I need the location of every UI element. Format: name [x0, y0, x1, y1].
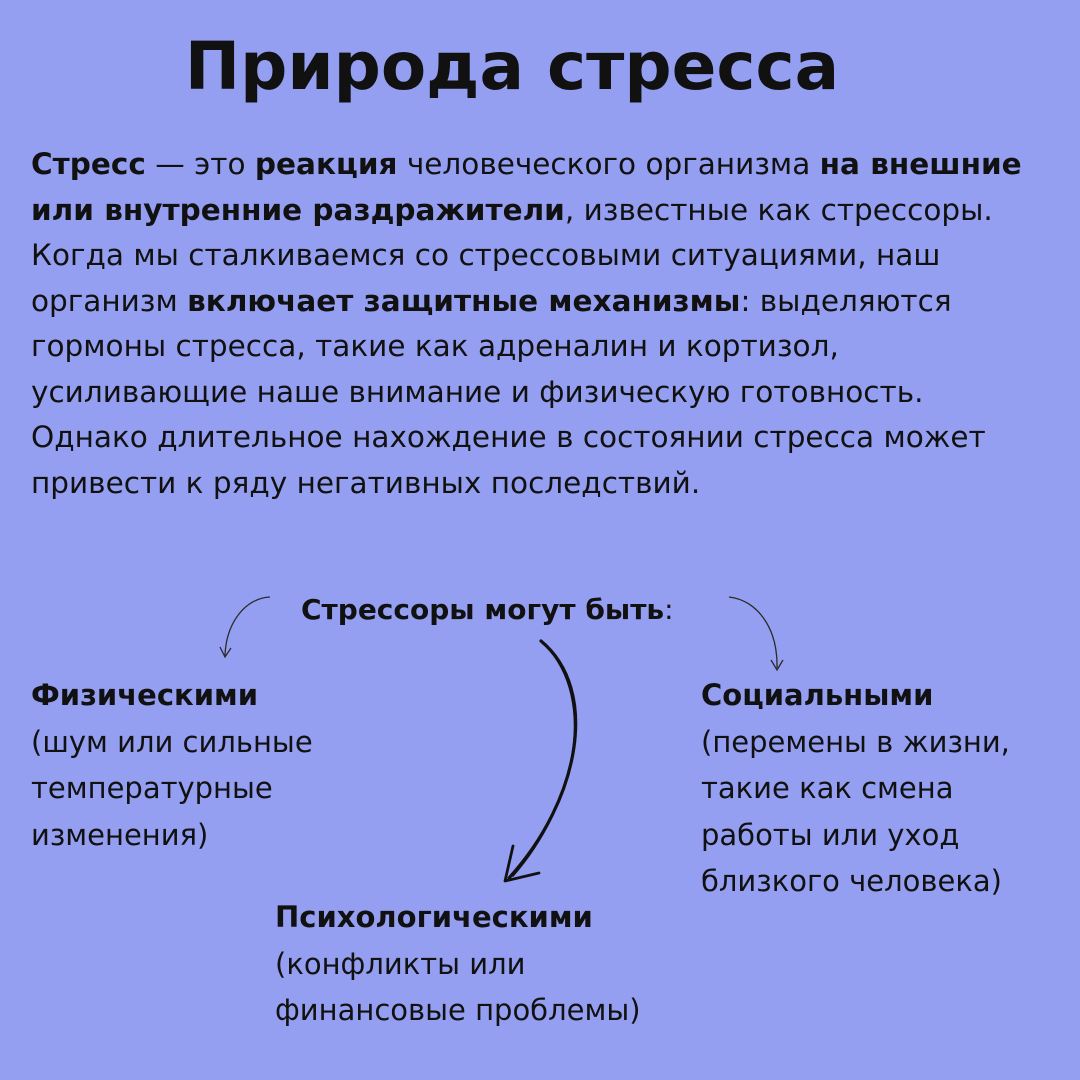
stressor-physical-title: Физическими: [31, 678, 259, 712]
arrow-right-icon: [729, 597, 783, 670]
text-fragment: — это: [145, 147, 255, 181]
intro-consequences: Однако длительное нахождение в состоянии стресса может привести к ряду негативных последствий.: [31, 420, 986, 500]
stressor-physical: [31, 672, 321, 858]
term-defense-mechanisms: включает защитные механизмы: [187, 283, 741, 318]
term-stress: Стресс: [31, 147, 146, 181]
stressor-social-text: (перемены в жизни, такие как смена работы или уход близкого человека): [701, 724, 1010, 898]
stressor-psychological-title: Психологическими: [275, 900, 593, 934]
term-reaction: реакция: [254, 147, 398, 181]
stressor-psychological: [275, 894, 695, 1034]
stressor-psychological-text: (конфликты или финансовые проблемы): [275, 946, 641, 1027]
term-stimuli: на внешние или внутренние раздражители: [31, 147, 1022, 227]
text-fragment: , известные как стрессоры.: [564, 192, 993, 227]
page-title: Природа стресса: [184, 28, 840, 105]
text-fragment: : выделяются гормоны стресса, такие как адреналин и кортизол, усиливающие наше внимание и физическую готовность.: [31, 283, 952, 409]
text-fragment: человеческого организма: [397, 147, 820, 181]
stressors-heading-colon: :: [664, 593, 674, 626]
arrow-center-icon: [505, 641, 576, 881]
text-fragment: Когда мы сталкиваемся со стрессовыми ситуациями, наш организм: [31, 238, 941, 318]
stressor-social-title: Социальными: [701, 678, 934, 712]
stressors-heading-text: Стрессоры могут быть: [301, 593, 665, 626]
arrow-left-icon: [220, 597, 270, 657]
stressor-physical-text: (шум или сильные температурные изменения): [31, 724, 313, 852]
stressor-social: [701, 672, 1051, 905]
